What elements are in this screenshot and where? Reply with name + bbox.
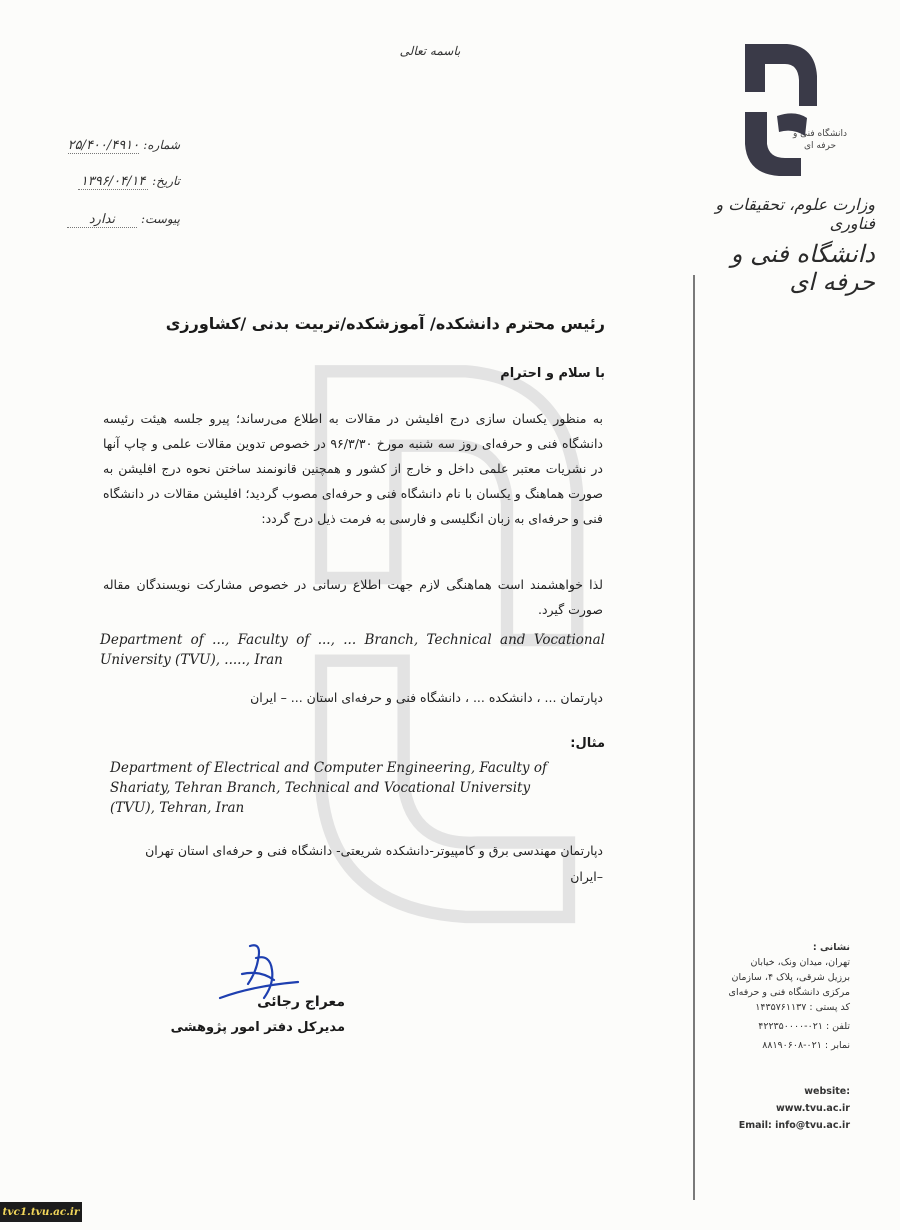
postal-code-row — [715, 1000, 850, 1015]
letter-paragraph-1: به منظور یکسان سازی درج افلیشن در مقالات به اطلاع می‌رساند؛ پیرو جلسه هیئت رئیسه دانشگاه فنی و حرفه‌ای روز سه شنبه مورخ ۹۶/۳/۳۰ در خصوص تدوین مقالات علمی و چاپ آنها در نشریات معتبر علمی داخل و خارج از کشور و همچنین قانونمند ساختن نحوه درج افلیشن به صورت هماهنگ و یکسان با نام دانشگاه فنی و حرفه‌ای مصوب گردید؛ افلیشن مقالات در دانشگاه فنی و حرفه‌ای به زبان انگلیسی و فارسی به فرمت ذیل درج گردد: — [103, 411, 603, 526]
logo-caption: دانشگاه فنی و حرفه ای — [792, 129, 848, 151]
address-line-1: تهران، میدان ونک، خیابان — [750, 957, 850, 968]
fax-label: نمابر : — [824, 1040, 850, 1051]
fax-row — [715, 1038, 850, 1053]
postal-code-label: کد پستی : — [809, 1002, 850, 1013]
letter-attachment-value: ندارد — [67, 212, 137, 228]
example-label: مثال: — [570, 736, 605, 751]
letter-date-row — [60, 174, 180, 194]
phone-label: تلفن : — [825, 1021, 850, 1032]
letter-attachment-row — [60, 212, 180, 232]
letter-addressee: رئیس محترم دانشکده/ آموزشکده/تربیت بدنی /کشاورزی — [165, 314, 605, 333]
signer-title: مدیرکل دفتر امور پژوهشی — [170, 1020, 345, 1035]
footer-site-tag: tvc1.tvu.ac.ir — [0, 1202, 82, 1222]
example-affiliation-english: Department of Electrical and Computer Engineering, Faculty of Shariaty, Tehran Branch, Technical and Vocational University (TVU), Tehran, Iran — [110, 760, 547, 816]
example-affiliation-persian: دپارتمان مهندسی برق و کامپیوتر-دانشکده شریعتی- دانشگاه فنی و حرفه‌ای استان تهران –ایران — [145, 843, 603, 884]
web-contact — [730, 1083, 850, 1134]
phone-row — [715, 1019, 850, 1034]
website-link[interactable]: website: www.tvu.ac.ir — [775, 1086, 850, 1114]
letter-paragraph-2: لذا خواهشمند است هماهنگی لازم جهت اطلاع رسانی در خصوص مشارکت نویسندگان مقاله صورت گیرد. — [103, 577, 603, 617]
email-link[interactable]: Email: info@tvu.ac.ir — [738, 1120, 850, 1131]
university-logo-icon — [735, 40, 835, 180]
fax-value: ۰۲۱-۸۸۱۹۰۶۰۸ — [762, 1040, 822, 1051]
postal-code-value: ۱۴۳۵۷۶۱۱۳۷ — [755, 1002, 807, 1013]
ministry-name: وزارت علوم، تحقیقات و فناوری — [715, 195, 875, 233]
letter-greeting: با سلام و احترام — [500, 366, 605, 381]
address-line-3: مرکزی دانشگاه فنی و حرفه‌ای — [728, 987, 850, 998]
affiliation-format-persian: دپارتمان ... ، دانشکده ... ، دانشگاه فنی و حرفه‌ای استان ... – ایران — [250, 690, 603, 705]
letter-attachment-label: پیوست: — [140, 212, 180, 226]
address-line-2: برزیل شرقی، پلاک ۴، سازمان — [731, 972, 850, 983]
letter-number-row — [60, 138, 180, 158]
header-divider — [693, 275, 695, 1200]
basmala-heading: باسمه تعالی — [399, 44, 461, 58]
signer-name: معراج رجائی — [257, 994, 345, 1010]
address-label: نشانی : — [812, 942, 850, 953]
contact-block — [715, 940, 850, 1053]
letter-date-value: ۱۳۹۶/۰۴/۱۴ — [78, 174, 148, 190]
university-name: دانشگاه فنی و حرفه ای — [730, 240, 875, 296]
affiliation-format-english: Department of ..., Faculty of ..., ... Branch, Technical and Vocational University (TVU), ....., Iran — [100, 632, 605, 668]
letter-number-label: شماره: — [143, 138, 180, 152]
phone-value: ۰۲۱-۴۲۲۳۵۰۰۰۰ — [758, 1021, 823, 1032]
letter-number-value: ۲۵/۴۰۰/۴۹۱۰ — [67, 138, 140, 153]
letter-date-label: تاریخ: — [152, 174, 180, 188]
